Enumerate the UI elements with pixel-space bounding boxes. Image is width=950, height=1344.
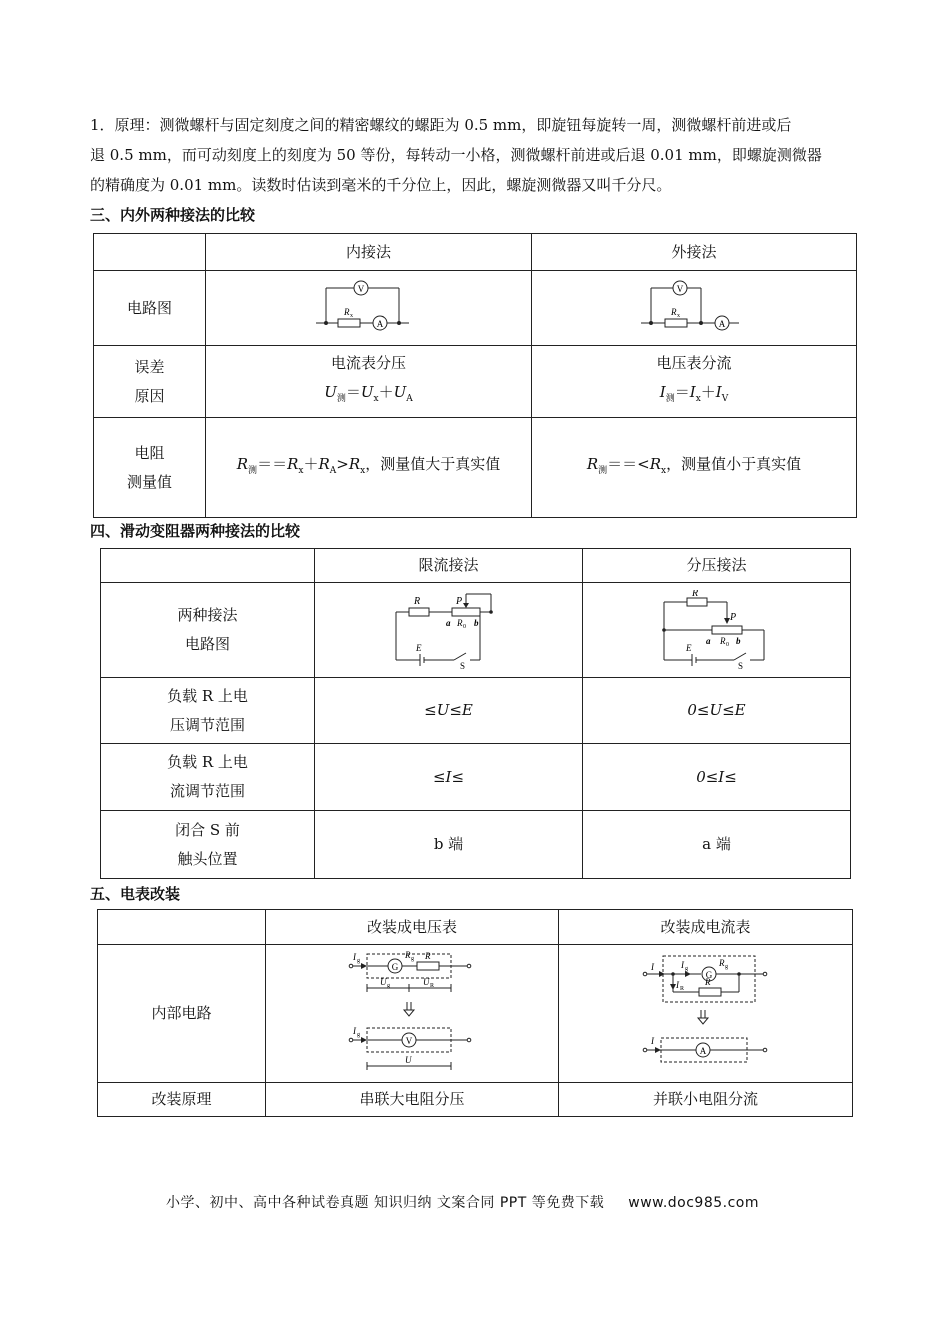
inner-measure-cell (206, 418, 532, 518)
section3-table (93, 233, 857, 518)
ammeter-conversion-diagram (559, 945, 853, 1083)
footer-url[interactable]: www.doc985.com (628, 1195, 759, 1211)
header-empty (98, 910, 266, 945)
svg-text:g: g (724, 963, 728, 970)
row-position-label: 闭合 S 前 触头位置 (101, 811, 315, 879)
inner-error-text: 电流表分压 (330, 354, 406, 372)
outer-error-text: 电压表分流 (656, 354, 732, 372)
limit-slider-position: b 端 (315, 811, 583, 879)
svg-text:b: b (735, 636, 740, 646)
header-empty (94, 234, 206, 271)
svg-text:x: x (677, 313, 680, 319)
svg-text:R: R (704, 976, 710, 987)
svg-text:G: G (391, 961, 399, 972)
row-error-label: 误差 原因 (94, 346, 206, 418)
row-internal-circuit-label: 内部电路 (98, 945, 266, 1083)
svg-text:V: V (676, 284, 684, 294)
voltmeter-principle: 串联大电阻分压 (266, 1083, 559, 1117)
svg-text:b: b (473, 618, 478, 628)
voltmeter-conversion-diagram (266, 945, 559, 1083)
svg-text:A: A (699, 1045, 706, 1056)
row-principle-label: 改装原理 (98, 1083, 266, 1117)
limit-voltage-range: ≤U≤E (315, 678, 583, 744)
footer (166, 1192, 759, 1212)
intro-line-1: 1．原理：测微螺杆与固定刻度之间的精密螺纹的螺距为 0.5 mm，即旋钮每旋转一周，测微螺杆前进或后 (90, 116, 792, 134)
section4-table (100, 548, 851, 879)
outer-connection-circuit-icon (639, 278, 749, 338)
ammeter-principle: 并联小电阻分流 (559, 1083, 853, 1117)
svg-text:P: P (729, 612, 736, 623)
row-circuit-label: 两种接法 电路图 (101, 583, 315, 678)
row-voltage-label: 负载 R 上电 压调节范围 (101, 678, 315, 744)
col-voltmeter: 改装成电压表 (266, 910, 559, 945)
svg-text:x: x (349, 313, 353, 319)
svg-text:R: R (679, 985, 684, 992)
section4-heading: 四、滑动变阻器两种接法的比较 (90, 522, 301, 540)
row-measure-label: 电阻 测量值 (94, 418, 206, 518)
svg-text:R: R (430, 982, 435, 989)
svg-text:R: R (405, 949, 411, 960)
svg-text:V: V (357, 284, 364, 294)
divider-circuit-diagram (583, 583, 851, 678)
section5-heading: 五、电表改装 (90, 885, 181, 903)
footer-text: 小学、初中、高中各种试卷真题 知识归纳 文案合同 PPT 等免费下载 (166, 1195, 605, 1211)
svg-text:E: E (685, 643, 691, 653)
inner-circuit-diagram (206, 271, 532, 346)
svg-text:V: V (405, 1035, 413, 1046)
svg-text:A: A (718, 319, 726, 329)
limit-circuit-diagram (315, 583, 583, 678)
inner-measure-text: ，测量值大于真实值 (365, 454, 501, 473)
svg-text:0: 0 (462, 624, 466, 630)
inner-error-formula: $U_测=U_x+U_A$ (324, 383, 413, 404)
svg-text:I: I (650, 1035, 654, 1046)
svg-text:I: I (353, 951, 356, 962)
section3-heading: 三、内外两种接法的比较 (90, 206, 256, 224)
col-ammeter: 改装成电流表 (559, 910, 853, 945)
svg-text:g: g (357, 1031, 360, 1038)
header-empty (101, 549, 315, 583)
svg-text:U: U (423, 976, 430, 987)
col-divider: 分压接法 (583, 549, 851, 583)
svg-text:P: P (455, 596, 462, 607)
svg-text:g: g (684, 965, 688, 972)
svg-text:E: E (415, 643, 421, 653)
svg-text:U: U (380, 976, 387, 987)
svg-text:R: R (456, 618, 462, 628)
svg-text:R: R (719, 636, 725, 646)
svg-text:U: U (405, 1054, 412, 1065)
intro-line-3: 的精确度为 0.01 mm。读数时估读到毫米的千分位上，因此，螺旋测微器又叫千分尺。 (90, 176, 672, 194)
outer-measure-cell (532, 418, 857, 518)
svg-text:g: g (411, 955, 414, 962)
col-limit: 限流接法 (315, 549, 583, 583)
col-outer: 外接法 (532, 234, 857, 271)
svg-text:0: 0 (725, 642, 729, 648)
svg-text:A: A (376, 319, 383, 329)
row-circuit-label: 电路图 (94, 271, 206, 346)
intro-paragraph (90, 110, 865, 200)
svg-text:a: a (445, 618, 450, 628)
inner-measure-formula: $R_测==R_x+R_A>R_x$ (236, 454, 366, 476)
svg-text:R: R (413, 596, 420, 607)
svg-text:I: I (675, 979, 679, 990)
svg-text:R: R (691, 590, 698, 599)
outer-circuit-diagram (532, 271, 857, 346)
svg-text:G: G (705, 969, 712, 980)
ammeter-conversion-circuit-icon (641, 950, 771, 1078)
col-inner: 内接法 (206, 234, 532, 271)
svg-text:I: I (353, 1025, 356, 1036)
outer-error-formula: $I_测=I_x+I_V$ (659, 383, 729, 404)
section5-table (97, 909, 853, 1117)
svg-text:g: g (387, 982, 390, 989)
svg-text:I: I (680, 959, 684, 970)
svg-text:S: S (737, 661, 743, 670)
outer-error-cell (532, 346, 857, 418)
svg-text:S: S (459, 661, 465, 670)
divider-slider-position: a 端 (583, 811, 851, 879)
outer-measure-text: ，测量值小于真实值 (666, 454, 802, 473)
inner-error-cell (206, 346, 532, 418)
limit-current-range: ≤I≤ (315, 744, 583, 811)
svg-text:R: R (671, 307, 677, 317)
intro-line-2: 退 0.5 mm，而可动刻度上的刻度为 50 等份，每转动一小格，测微螺杆前进或后退 0.01 mm，即螺旋测微器 (90, 146, 822, 164)
svg-text:g: g (357, 957, 360, 964)
divider-voltage-range: 0≤U≤E (583, 678, 851, 744)
svg-text:R: R (343, 307, 349, 317)
svg-text:I: I (650, 961, 654, 972)
outer-measure-formula: $R_测==<R_x$ (586, 454, 667, 476)
current-limiting-circuit-icon (394, 590, 504, 670)
svg-text:R: R (425, 950, 431, 961)
voltage-divider-circuit-icon (662, 590, 772, 670)
svg-text:a: a (705, 636, 710, 646)
inner-connection-circuit-icon (314, 278, 424, 338)
svg-text:R: R (718, 957, 724, 968)
divider-current-range: 0≤I≤ (583, 744, 851, 811)
voltmeter-conversion-circuit-icon (347, 950, 477, 1078)
row-current-label: 负载 R 上电 流调节范围 (101, 744, 315, 811)
